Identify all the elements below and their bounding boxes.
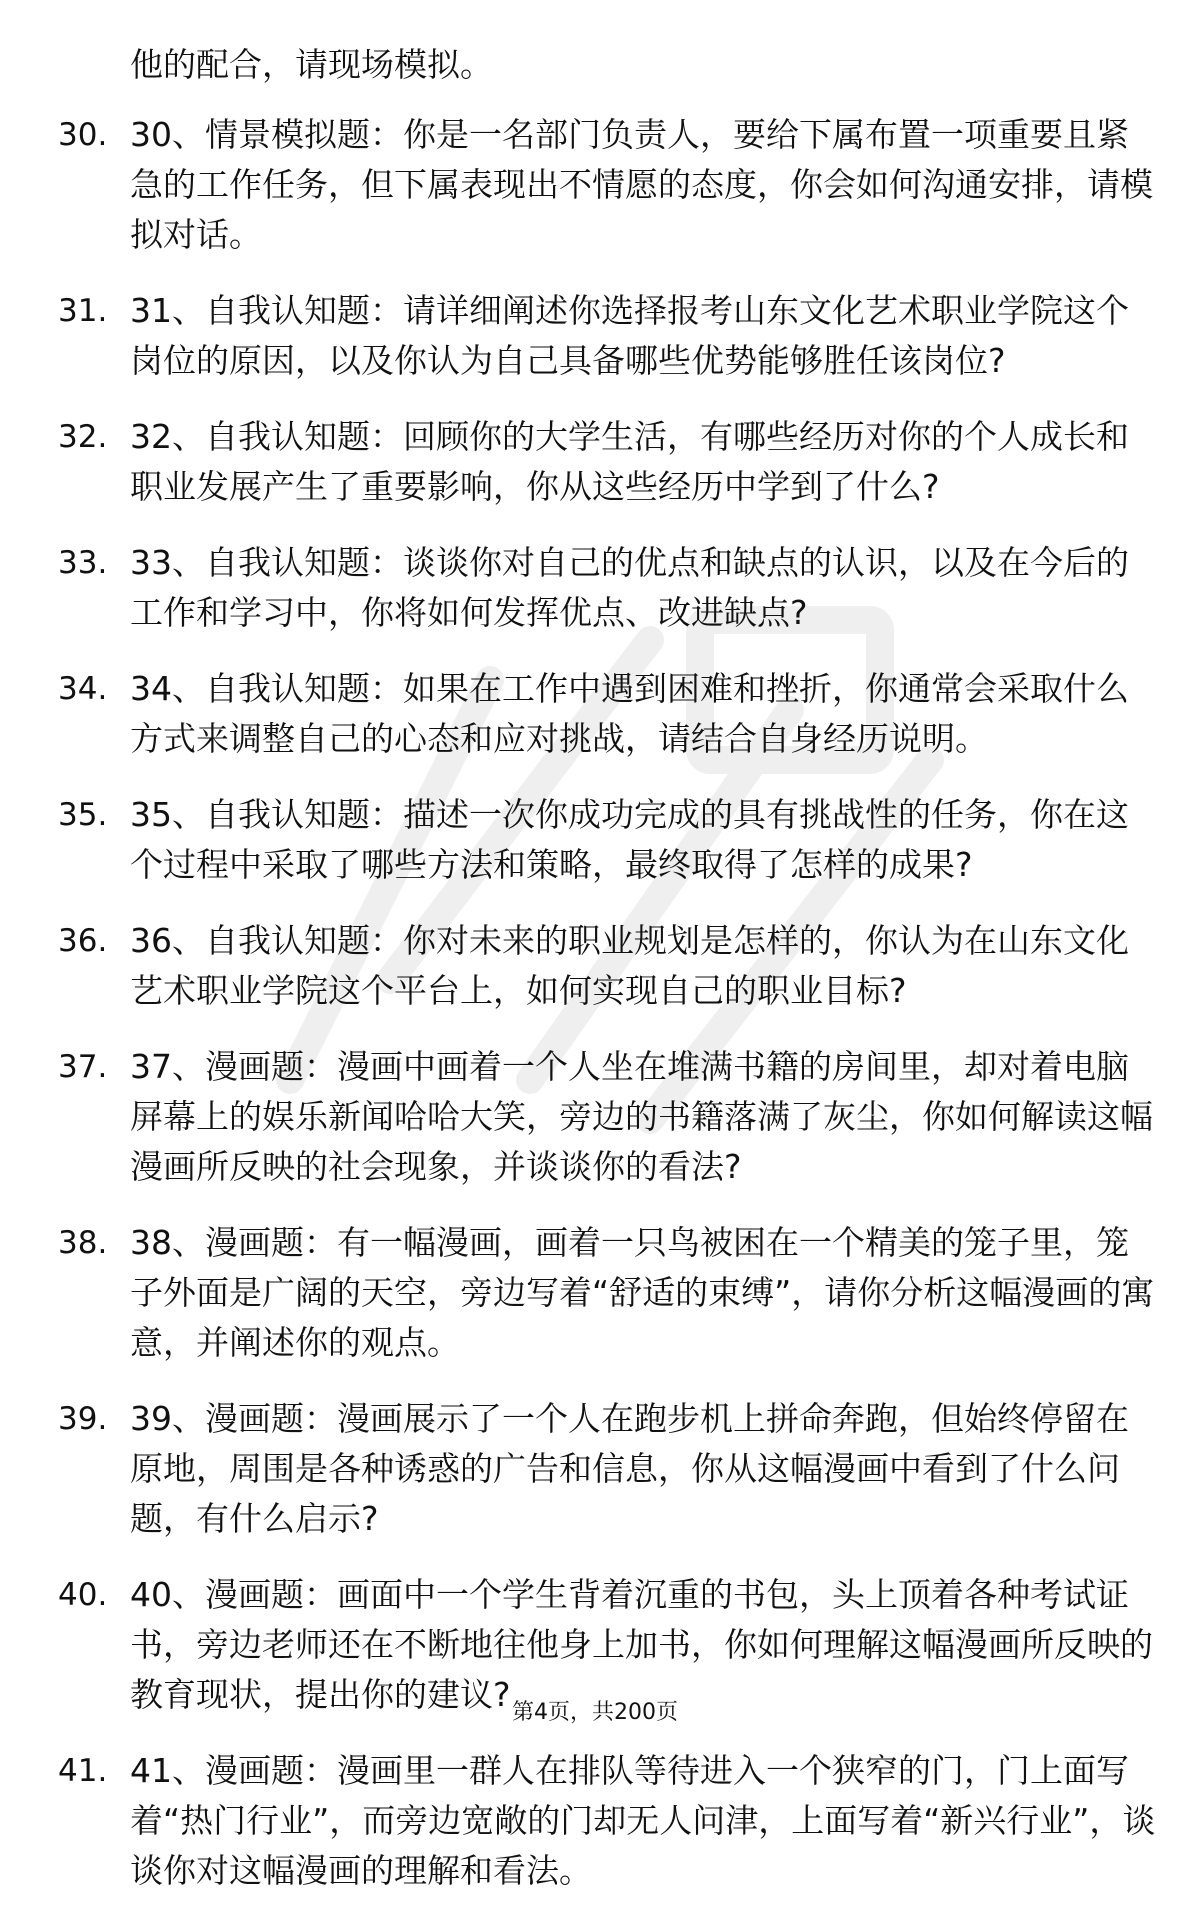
question-text: 30、情景模拟题：你是一名部门负责人，要给下属布置一项重要且紧急的工作任务，但下属表现出不情愿的态度，你会如何沟通安排，请模拟对话。 — [130, 115, 1153, 254]
question-text: 33、自我认知题：谈谈你对自己的优点和缺点的认识，以及在今后的工作和学习中，你将如何发挥优点、改进缺点? — [130, 543, 1129, 632]
question-item — [58, 1042, 1158, 1192]
question-item — [58, 1746, 1158, 1896]
question-number: 41. — [58, 1753, 108, 1789]
question-item — [58, 110, 1158, 260]
question-number: 39. — [58, 1401, 108, 1437]
question-text: 36、自我认知题：你对未来的职业规划是怎样的，你认为在山东文化艺术职业学院这个平台上，如何实现自己的职业目标? — [130, 921, 1129, 1010]
question-text: 38、漫画题：有一幅漫画，画着一只鸟被困在一个精美的笼子里，笼子外面是广阔的天空，旁边写着“舒适的束缚”，请你分析这幅漫画的寓意，并阐述你的观点。 — [130, 1223, 1155, 1362]
question-item — [58, 916, 1158, 1016]
question-item — [58, 412, 1158, 512]
question-text: 35、自我认知题：描述一次你成功完成的具有挑战性的任务，你在这个过程中采取了哪些方法和策略，最终取得了怎样的成果? — [130, 795, 1129, 884]
question-number: 40. — [58, 1577, 108, 1613]
question-item — [58, 664, 1158, 764]
question-item — [58, 538, 1158, 638]
question-text: 31、自我认知题：请详细阐述你选择报考山东文化艺术职业学院这个岗位的原因，以及你认为自己具备哪些优势能够胜任该岗位? — [130, 291, 1129, 380]
question-number: 32. — [58, 419, 108, 455]
question-text: 34、自我认知题：如果在工作中遇到困难和挫折，你通常会采取什么方式来调整自己的心态和应对挑战，请结合自身经历说明。 — [130, 669, 1129, 758]
question-content — [58, 40, 1158, 1922]
question-text: 41、漫画题：漫画里一群人在排队等待进入一个狭窄的门，门上面写着“热门行业”，而旁边宽敞的门却无人问津，上面写着“新兴行业”，谈谈你对这幅漫画的理解和看法。 — [130, 1751, 1156, 1890]
question-text: 40、漫画题：画面中一个学生背着沉重的书包，头上顶着各种考试证书，旁边老师还在不断地往他身上加书，你如何理解这幅漫画所反映的教育现状，提出你的建议? — [130, 1575, 1153, 1714]
continuation-text: 他的配合，请现场模拟。 — [130, 45, 493, 84]
question-item — [58, 286, 1158, 386]
question-number: 35. — [58, 797, 108, 833]
question-text: 37、漫画题：漫画中画着一个人坐在堆满书籍的房间里，却对着电脑屏幕上的娱乐新闻哈哈大笑，旁边的书籍落满了灰尘，你如何解读这幅漫画所反映的社会现象，并谈谈你的看法? — [130, 1047, 1153, 1186]
question-number: 30. — [58, 117, 108, 153]
question-text: 39、漫画题：漫画展示了一个人在跑步机上拼命奔跑，但始终停留在原地，周围是各种诱惑的广告和信息，你从这幅漫画中看到了什么问题，有什么启示? — [130, 1399, 1129, 1538]
question-item — [58, 1394, 1158, 1544]
question-list — [58, 110, 1158, 1896]
question-number: 34. — [58, 671, 108, 707]
question-item — [58, 1218, 1158, 1368]
question-number: 31. — [58, 293, 108, 329]
question-number: 38. — [58, 1225, 108, 1261]
page-footer: 第4页，共200页 — [512, 1700, 678, 1725]
question-number: 36. — [58, 923, 108, 959]
question-number: 37. — [58, 1049, 108, 1085]
question-number: 33. — [58, 545, 108, 581]
question-item — [58, 790, 1158, 890]
question-text: 32、自我认知题：回顾你的大学生活，有哪些经历对你的个人成长和职业发展产生了重要影响，你从这些经历中学到了什么? — [130, 417, 1129, 506]
